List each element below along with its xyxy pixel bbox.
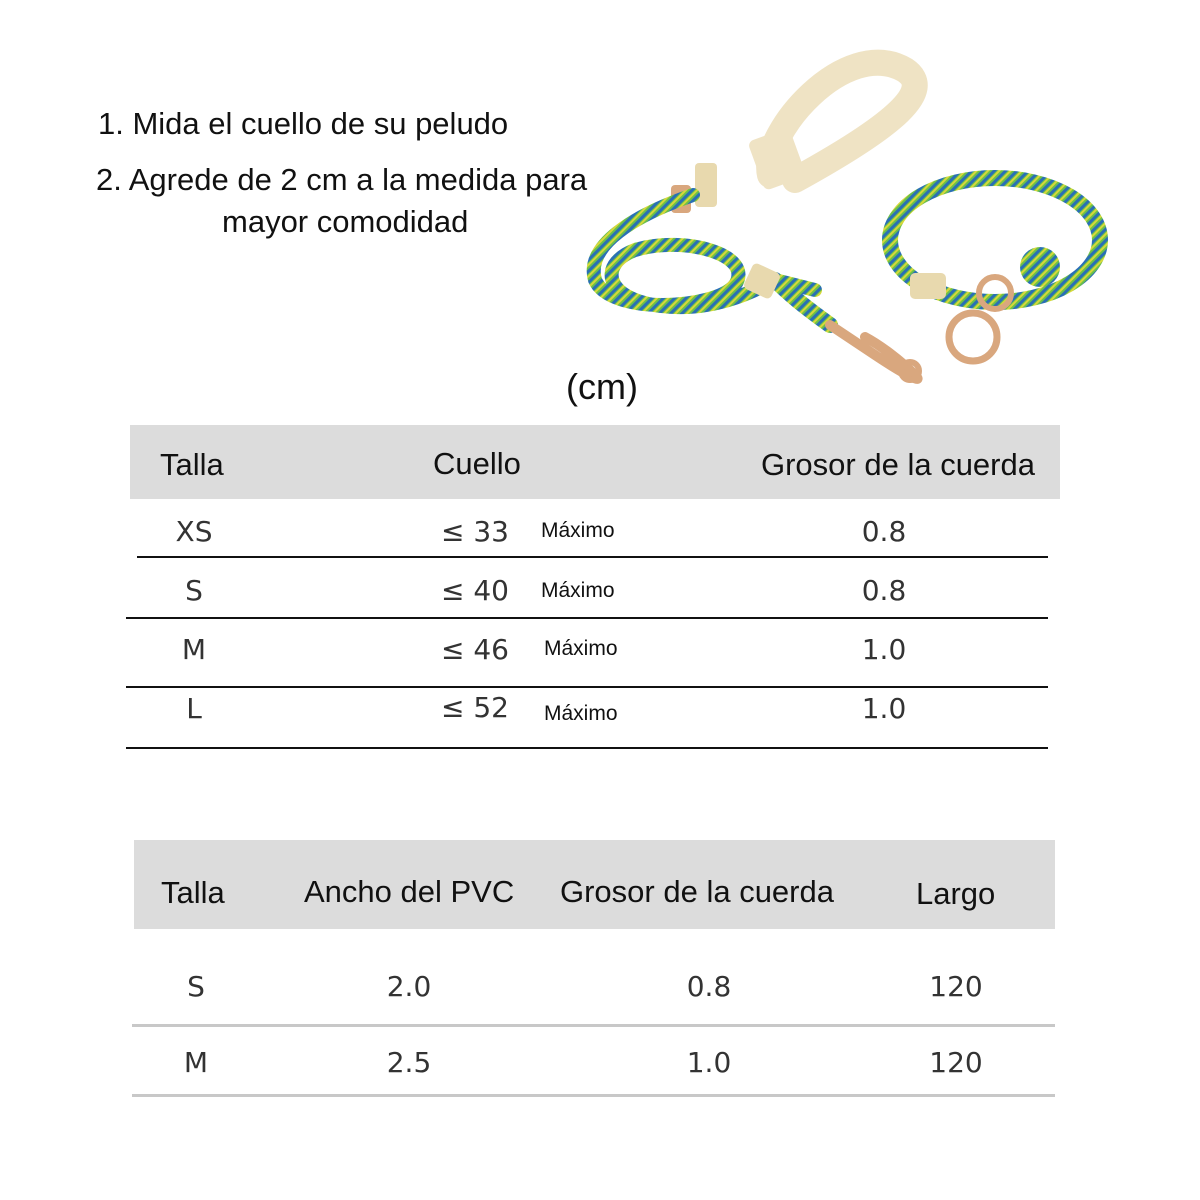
leash-header-pvc-width: Ancho del PVC — [304, 874, 515, 909]
instruction-measure: 1. Mida el cuello de su peludo — [98, 106, 509, 141]
leash-row-pvc-width: 2.5 — [386, 1046, 432, 1079]
collar-row-thickness: 1.0 — [861, 692, 907, 725]
leash-table-bottom-rule — [132, 1094, 1055, 1097]
leash-row-thickness: 1.0 — [686, 1046, 732, 1079]
collar-row-neck: ≤ 40 — [441, 574, 509, 607]
leash-row-length: 120 — [929, 970, 983, 1003]
leash-row-size: M — [183, 1046, 209, 1079]
leash-header-thickness: Grosor de la cuerda — [560, 874, 834, 909]
collar-header-neck: Cuello — [433, 446, 521, 481]
collar-table-bottom-rule — [126, 747, 1048, 749]
leash-header-length: Largo — [916, 876, 996, 911]
collar-row-divider — [137, 556, 1048, 558]
instruction-comfort: mayor comodidad — [222, 204, 469, 239]
collar-row-divider — [126, 617, 1048, 619]
snap-hook — [830, 325, 918, 379]
collar-row-thickness: 0.8 — [861, 574, 907, 607]
collar-row-divider — [126, 686, 1048, 688]
collar-knot — [1020, 247, 1060, 287]
leash-header-size: Talla — [161, 875, 225, 910]
collar-row-note: Máximo — [544, 637, 618, 660]
collar-row-neck: ≤ 33 — [441, 515, 509, 548]
collar-row-thickness: 0.8 — [861, 515, 907, 548]
collar-row-note: Máximo — [541, 519, 615, 542]
leash-row-thickness: 0.8 — [686, 970, 732, 1003]
collar-row-thickness: 1.0 — [861, 633, 907, 666]
collar-header-thickness: Grosor de la cuerda — [761, 447, 1035, 482]
instruction-add-2cm: 2. Agrede de 2 cm a la medida para — [96, 162, 588, 197]
collar-row-size: M — [181, 633, 207, 666]
unit-label: (cm) — [566, 366, 638, 407]
leash-row-divider — [132, 1024, 1055, 1027]
leash-row-size: S — [187, 970, 205, 1003]
leash-row-pvc-width: 2.0 — [386, 970, 432, 1003]
collar-row-note: Máximo — [544, 702, 618, 725]
collar-row-note: Máximo — [541, 579, 615, 602]
leash-row-length: 120 — [929, 1046, 983, 1079]
collar-row-size: XS — [175, 515, 213, 548]
collar-header-size: Talla — [160, 447, 224, 482]
leash-and-collar-image — [575, 45, 1115, 405]
collar-row-size: S — [185, 574, 203, 607]
collar-row-size: L — [186, 692, 202, 725]
collar-row-neck: ≤ 46 — [441, 633, 509, 666]
collar-row-neck: ≤ 52 — [441, 691, 509, 724]
